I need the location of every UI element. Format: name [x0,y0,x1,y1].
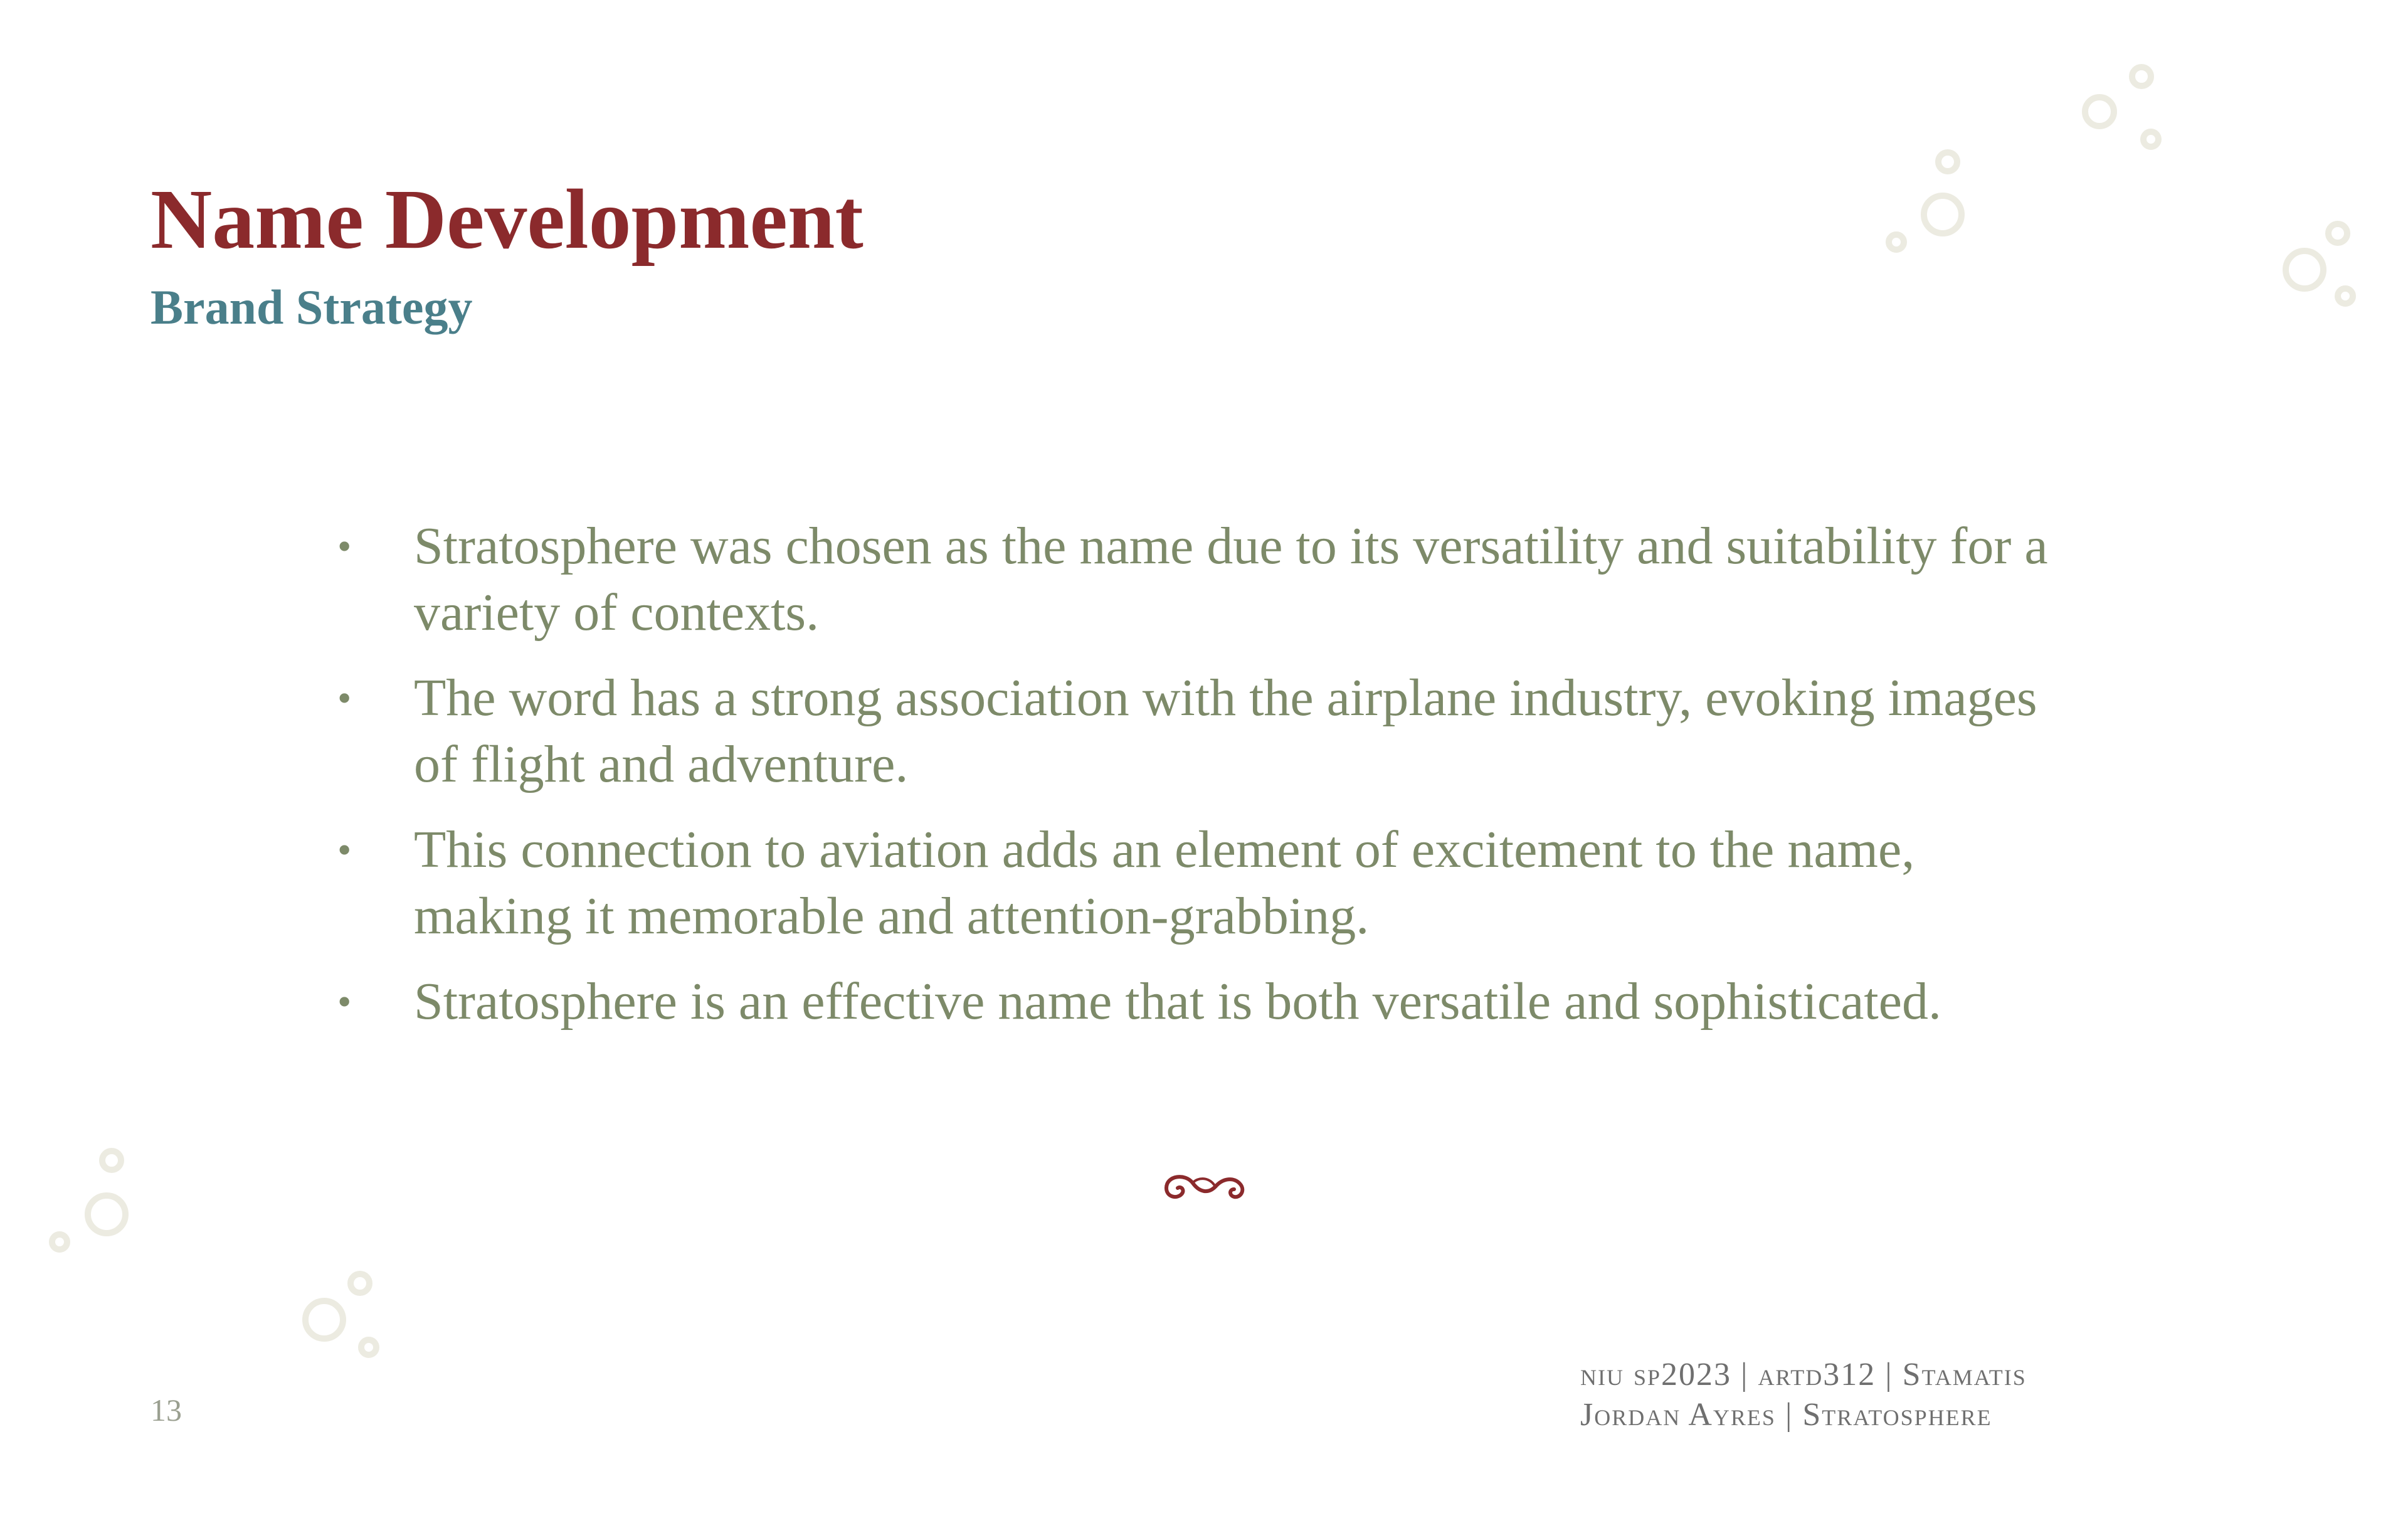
bubble-icon [2143,132,2158,147]
bullet-item [332,513,2063,646]
bubble-icon [88,1196,125,1233]
bubble-icon [1924,196,1962,233]
bubble-icon [2132,67,2151,86]
footer-course-line: niu sp2023 | artd312 | Stamatis [1580,1357,2027,1392]
bubble-icon [2085,97,2114,126]
footer-author-line: Jordan Ayres | Stratosphere [1580,1397,1992,1433]
bullet-text: Stratosphere was chosen as the name due to its versatility and suitability for a variety of contexts. [414,517,2048,642]
slide-subtitle: Brand Strategy [150,280,473,334]
page-number: 13 [150,1392,182,1428]
bubble-icon [1889,235,1904,250]
bubble-icon [361,1340,376,1355]
bullet-item [332,817,2063,950]
bubble-icon [351,1274,369,1293]
bubble-icon [1938,152,1957,171]
bubble-icon [2328,224,2347,243]
bullet-marker: • [337,827,352,872]
bullet-text: Stratosphere is an effective name that is both versatile and sophisticated. [414,972,1942,1031]
bubble-icon [52,1234,67,1249]
bullet-marker: • [337,979,352,1024]
flourish-icon [1160,1164,1248,1208]
bullet-text: The word has a strong association with the airplane industry, evoking images of flight and adventure. [414,669,2037,793]
bullet-text: This connection to aviation adds an element of excitement to the name, making it memorable and attention-grabbing. [414,820,1915,945]
bubble-icon [102,1151,121,1170]
bubble-icon [305,1301,343,1339]
bullet-marker: • [337,524,352,568]
footer-credits [1580,1355,2027,1435]
bubble-icon [2338,289,2353,304]
slide-title: Name Development [150,172,863,267]
bullet-list [332,513,2063,1054]
bubble-icon [2286,251,2323,289]
bullet-marker: • [337,676,352,720]
bullet-item [332,665,2063,798]
bullet-item [332,968,2063,1035]
